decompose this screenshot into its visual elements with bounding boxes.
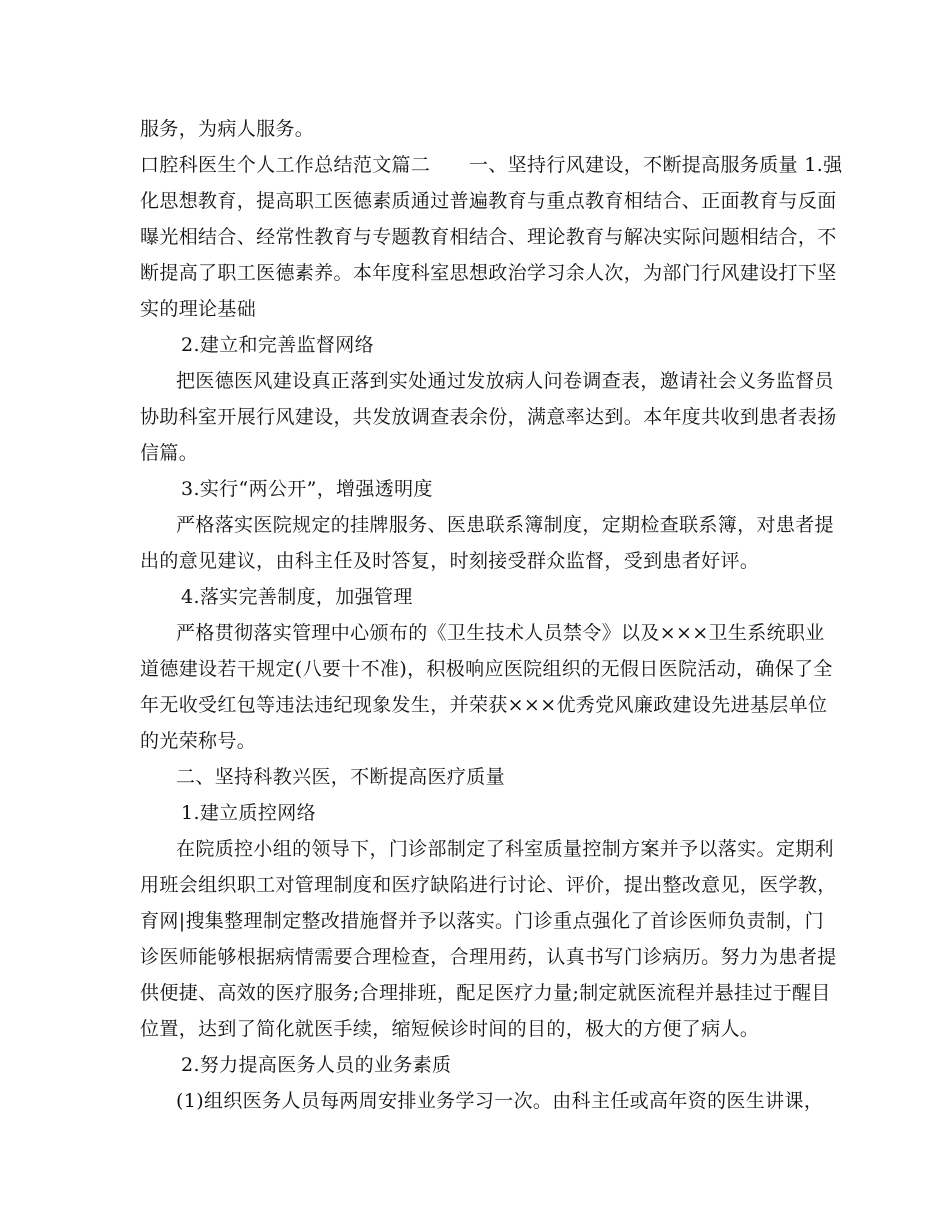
text-line: 道德建设若干规定(八要十不准)，积极响应医院组织的无假日医院活动，确保了全 [140, 658, 833, 680]
text-line: 出的意见建议，由科主任及时答复，时刻接受群众监督，受到患者好评。 [140, 550, 760, 572]
text-line: (1)组织医务人员每两周安排业务学习一次。由科主任或高年资的医生讲课， [176, 1090, 824, 1112]
section-heading: 2.努力提高医务人员的业务素质 [181, 1054, 452, 1076]
text-line: 用班会组织职工对管理制度和医疗缺陷进行讨论、评价，提出整改意见，医学教， [140, 874, 837, 896]
section-heading: 2.建立和完善监督网络 [181, 334, 374, 356]
text-line: 供便捷、高效的医疗服务;合理排班，配足医疗力量;制定就医流程并悬挂过于醒目 [140, 982, 831, 1004]
text-line: 年无收受红包等违法违纪现象发生，并荣获×××优秀党风廉政建设先进基层单位 [140, 694, 828, 716]
text-line: 服务，为病人服务。 [140, 118, 315, 140]
text-line: 把医德医风建设真正落到实处通过发放病人问卷调查表，邀请社会义务监督员 [176, 370, 834, 392]
text-line: 信篇。 [140, 442, 199, 464]
text-line: 断提高了职工医德素养。本年度科室思想政治学习余人次，为部门行风建设打下坚 [140, 262, 837, 284]
text-line: 位置，达到了简化就医手续，缩短候诊时间的目的，极大的方便了病人。 [140, 1018, 760, 1040]
section-heading: 1.建立质控网络 [181, 802, 316, 824]
text-line: 曝光相结合、经常性教育与专题教育相结合、理论教育与解决实际问题相结合，不 [140, 226, 837, 248]
section-heading: 3.实行“两公开”，增强透明度 [181, 478, 433, 500]
text-line: 严格贯彻落实管理中心颁布的《卫生技术人员禁令》以及×××卫生系统职业 [176, 622, 825, 644]
text-line: 严格落实医院规定的挂牌服务、医患联系簿制度，定期检查联系簿，对患者提 [176, 514, 834, 536]
text-line: 协助科室开展行风建设，共发放调查表余份，满意率达到。本年度共收到患者表扬 [140, 406, 837, 428]
text-line: 的光荣称号。 [140, 730, 257, 752]
text-line: 诊医师能够根据病情需要合理检查，合理用药，认真书写门诊病历。努力为患者提 [140, 946, 837, 968]
text-line: 在院质控小组的领导下，门诊部制定了科室质量控制方案并予以落实。定期利 [176, 838, 834, 860]
text-line: 化思想教育，提高职工医德素质通过普遍教育与重点教育相结合、正面教育与反面 [140, 190, 837, 212]
section-heading: 4.落实完善制度，加强管理 [181, 586, 413, 608]
text-line: 口腔科医生个人工作总结范文篇二 一、坚持行风建设，不断提高服务质量 1.强 [140, 154, 843, 176]
section-heading: 二、坚持科教兴医，不断提高医疗质量 [176, 766, 505, 788]
text-line: 育网|搜集整理制定整改措施督并予以落实。门诊重点强化了首诊医师负责制，门 [140, 910, 825, 932]
text-line: 实的理论基础 [140, 298, 257, 320]
